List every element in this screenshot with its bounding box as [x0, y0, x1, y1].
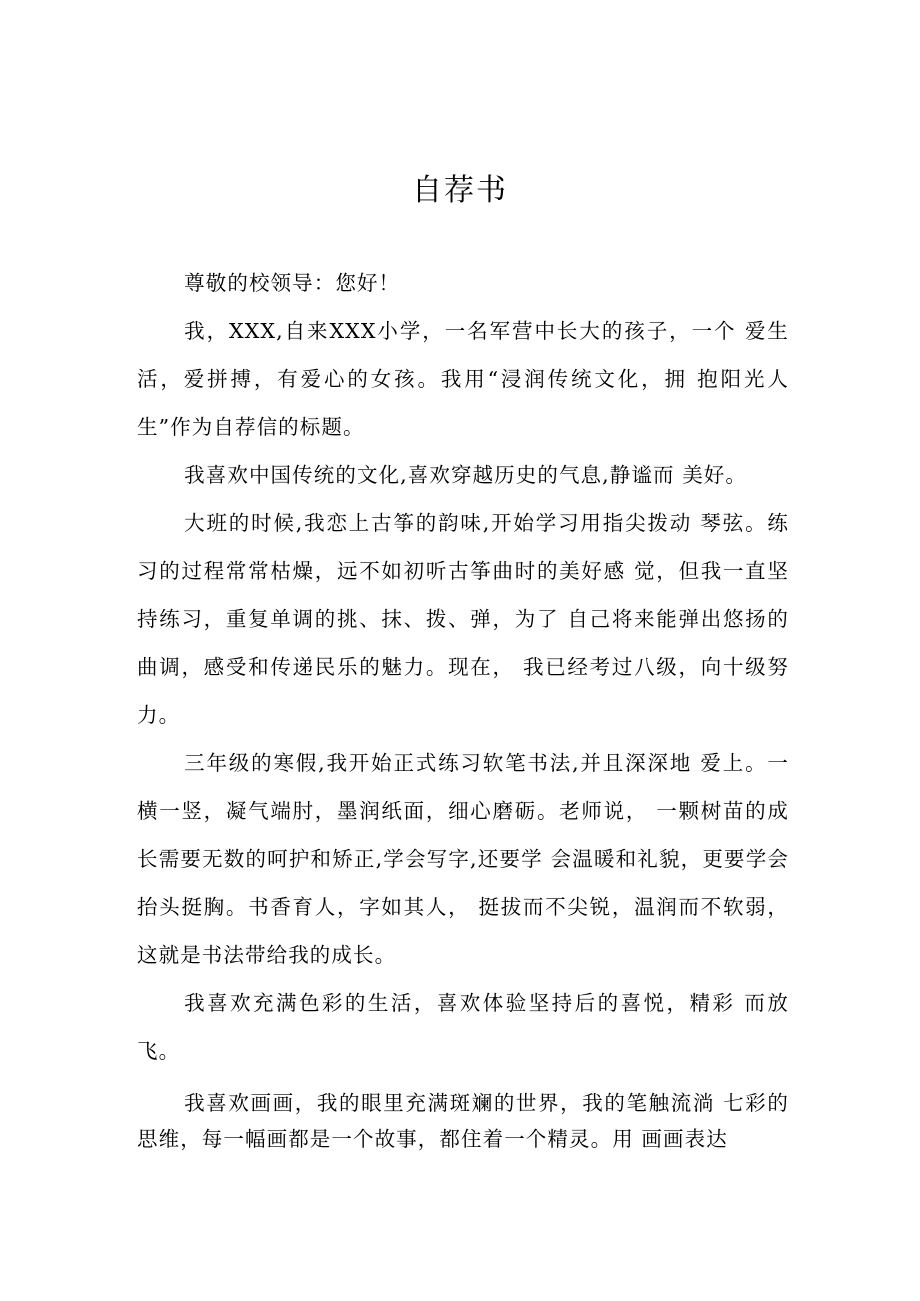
intro-paragraph: 我，XXX,自来XXX小学，一名军营中长大的孩子，一个 爱生活，爱拼搏，有爱心的女孩。我用“浸润传统文化，拥 抱阳光人生”作为自荐信的标题。: [137, 319, 789, 439]
painting-paragraph: 我喜欢画画，我的眼里充满斑斓的世界，我的笔触流淌 七彩的思维，每一幅画都是一个故事，都住着一个精灵。用 画画表达: [137, 1091, 789, 1151]
greeting-paragraph: 尊敬的校领导：您好！: [184, 271, 401, 295]
guzheng-paragraph: 大班的时候,我恋上古筝的韵味,开始学习用指尖拨动 琴弦。练习的过程常常枯燥，远不如初听古筝曲时的美好感 觉，但我一直坚持练习，重复单调的挑、抹、拨、弹，为了 自己将来能弹出悠扬的曲调，感受和传递民乐的魅力。现在， 我已经考过八级，向十级努力。: [137, 511, 789, 727]
calligraphy-paragraph: 三年级的寒假,我开始正式练习软笔书法,并且深深地 爱上。一横一竖，凝气端肘，墨润纸面，细心磨砺。老师说， 一颗树苗的成长需要无数的呵护和矫正,学会写字,还要学 会温暖和礼貌，更要学会抬头挺胸。书香育人，字如其人， 挺拔而不尖锐，温润而不软弱，这就是书法带给我的成长。: [137, 751, 789, 967]
document-body: [137, 259, 789, 1157]
document-title: 自荐书: [412, 173, 508, 208]
culture-paragraph: 我喜欢中国传统的文化,喜欢穿越历史的气息,静谧而 美好。: [184, 463, 747, 487]
colorful-life-paragraph: 我喜欢充满色彩的生活，喜欢体验坚持后的喜悦，精彩 而放飞。: [137, 991, 789, 1063]
